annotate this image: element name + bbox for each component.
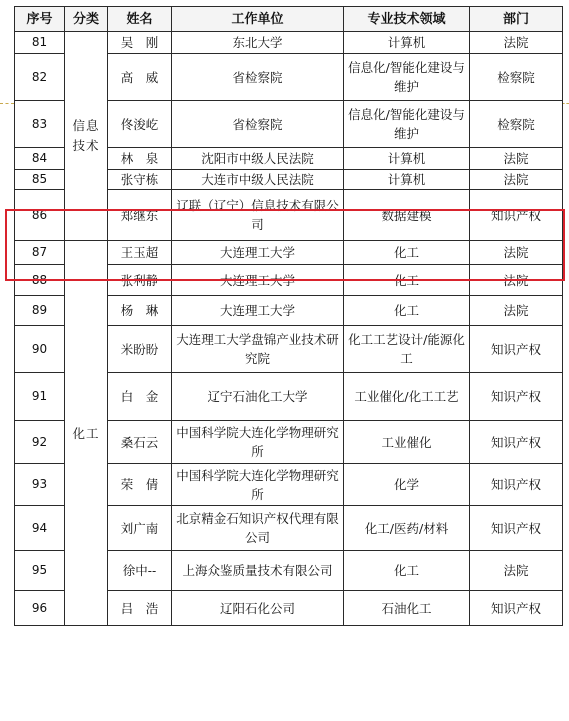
header-no: 序号 [15,7,65,32]
cell-field: 化学 [344,464,470,506]
cell-name: 吕 浩 [108,591,172,626]
cell-unit: 辽宁石油化工大学 [172,373,344,421]
cell-no: 88 [15,265,65,296]
cell-field: 计算机 [344,170,470,190]
cell-category-chemical: 化工 [65,241,108,626]
cell-field: 工业催化 [344,421,470,464]
cell-field: 数据建模 [344,190,470,241]
cell-dept: 检察院 [470,101,563,148]
cell-field: 信息化/智能化建设与维护 [344,54,470,101]
cell-dept: 知识产权 [470,190,563,241]
cell-field: 化工/医药/材料 [344,506,470,551]
cell-no: 85 [15,170,65,190]
cell-category-info-tech [65,32,108,241]
cell-name: 佟浚屹 [108,101,172,148]
page-guide-line-right [562,103,569,104]
cell-dept: 法院 [470,32,563,54]
cell-unit: 中国科学院大连化学物理研究所 [172,421,344,464]
cell-name: 荣 倩 [108,464,172,506]
cell-unit: 大连市中级人民法院 [172,170,344,190]
cell-name: 徐中-- [108,551,172,591]
cell-unit: 辽阳石化公司 [172,591,344,626]
cell-unit: 省检察院 [172,54,344,101]
cell-no: 91 [15,373,65,421]
cell-name: 米盼盼 [108,326,172,373]
cell-no: 87 [15,241,65,265]
cell-no: 89 [15,296,65,326]
cell-dept: 检察院 [470,54,563,101]
cell-dept: 知识产权 [470,591,563,626]
cell-dept: 知识产权 [470,373,563,421]
cell-name: 吴 刚 [108,32,172,54]
cell-no: 81 [15,32,65,54]
cell-dept: 知识产权 [470,464,563,506]
cell-dept: 知识产权 [470,326,563,373]
category-text: 信息 [72,118,100,133]
cell-name: 刘广南 [108,506,172,551]
cell-field: 化工工艺设计/能源化工 [344,326,470,373]
cell-name: 郑继东 [108,190,172,241]
cell-field: 工业催化/化工工艺 [344,373,470,421]
header-name: 姓名 [108,7,172,32]
header-category: 分类 [65,7,108,32]
cell-unit: 上海众鉴质量技术有限公司 [172,551,344,591]
cell-no: 90 [15,326,65,373]
cell-no: 86 [15,190,65,241]
cell-field: 化工 [344,551,470,591]
cell-dept: 法院 [470,241,563,265]
cell-no: 95 [15,551,65,591]
cell-no: 92 [15,421,65,464]
cell-no: 84 [15,148,65,170]
cell-name: 张守栋 [108,170,172,190]
cell-dept: 知识产权 [470,506,563,551]
cell-no: 82 [15,54,65,101]
cell-field: 化工 [344,241,470,265]
cell-no: 94 [15,506,65,551]
category-text: 技术 [72,138,100,153]
cell-unit: 辽联（辽宁）信息技术有限公司 [172,190,344,241]
cell-field: 计算机 [344,148,470,170]
table-row [15,32,563,54]
expert-table [14,6,563,626]
cell-unit: 大连理工大学 [172,296,344,326]
cell-name: 林 泉 [108,148,172,170]
cell-unit: 省检察院 [172,101,344,148]
header-dept: 部门 [470,7,563,32]
cell-dept: 法院 [470,148,563,170]
cell-dept: 法院 [470,296,563,326]
header-unit: 工作单位 [172,7,344,32]
cell-unit: 大连理工大学 [172,241,344,265]
cell-no: 93 [15,464,65,506]
cell-unit: 大连理工大学盘锦产业技术研究院 [172,326,344,373]
table-row [15,241,563,265]
cell-name: 桑石云 [108,421,172,464]
header-field: 专业技术领域 [344,7,470,32]
cell-field: 信息化/智能化建设与维护 [344,101,470,148]
table-header-row [15,7,563,32]
cell-name: 白 金 [108,373,172,421]
cell-unit: 中国科学院大连化学物理研究所 [172,464,344,506]
cell-name: 高 威 [108,54,172,101]
cell-name: 张利静 [108,265,172,296]
cell-dept: 法院 [470,265,563,296]
cell-unit: 北京精金石知识产权代理有限公司 [172,506,344,551]
cell-unit: 东北大学 [172,32,344,54]
cell-name: 杨 琳 [108,296,172,326]
cell-name: 王玉超 [108,241,172,265]
page-guide-line [0,103,14,104]
cell-field: 计算机 [344,32,470,54]
cell-unit: 沈阳市中级人民法院 [172,148,344,170]
cell-no: 96 [15,591,65,626]
cell-unit: 大连理工大学 [172,265,344,296]
cell-field: 化工 [344,265,470,296]
cell-field: 化工 [344,296,470,326]
cell-dept: 法院 [470,551,563,591]
cell-dept: 知识产权 [470,421,563,464]
cell-no: 83 [15,101,65,148]
cell-field: 石油化工 [344,591,470,626]
cell-dept: 法院 [470,170,563,190]
